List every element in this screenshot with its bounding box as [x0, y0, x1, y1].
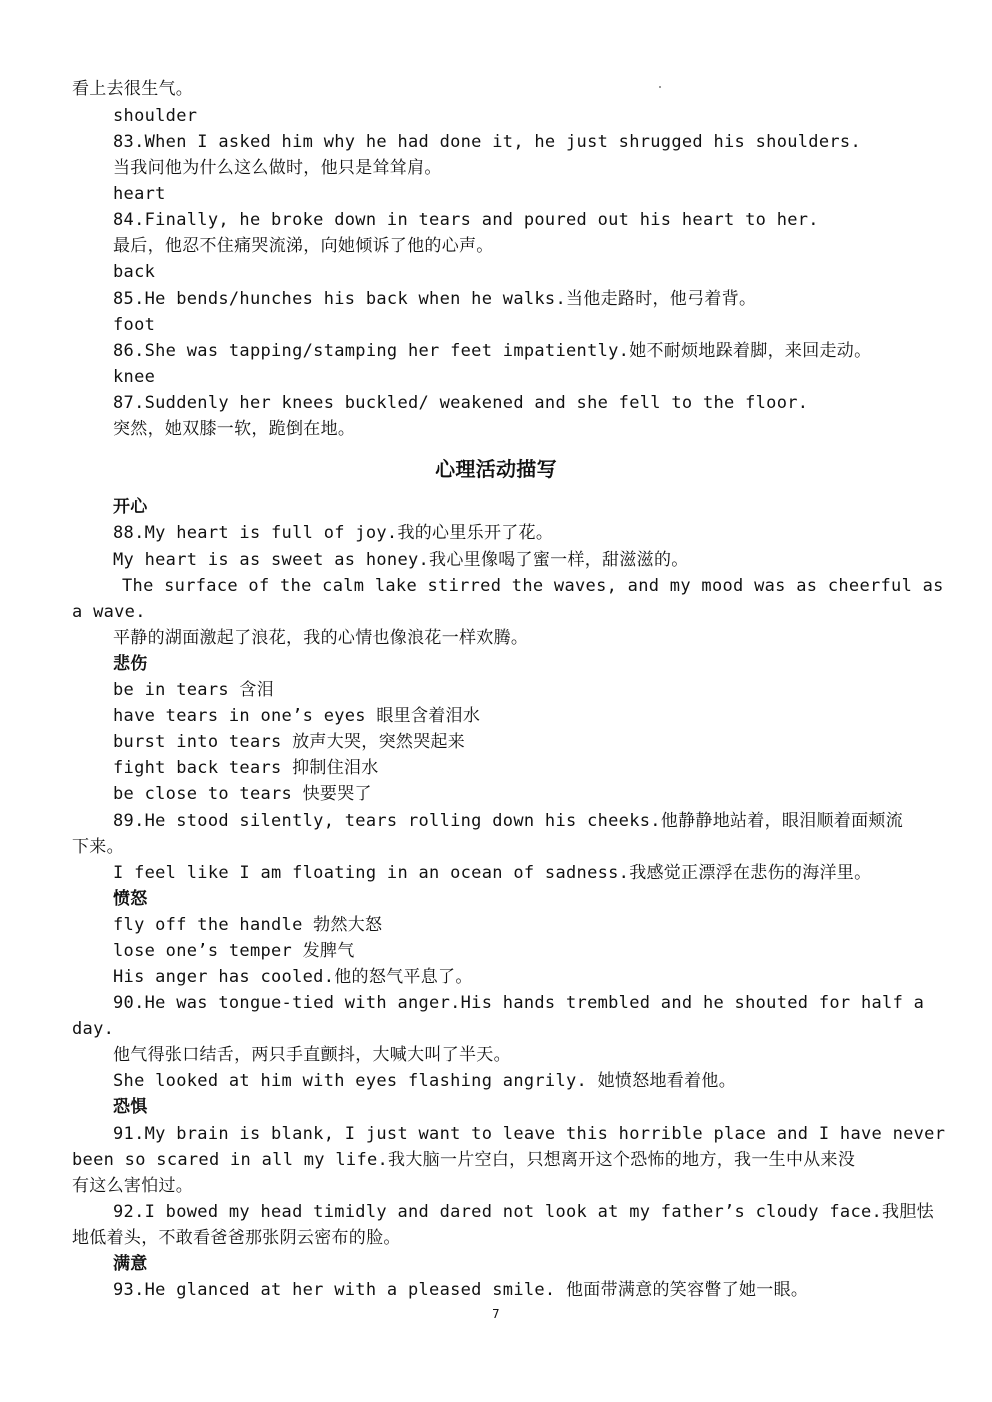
- phrase-line: lose one’s temper 发脾气: [113, 941, 355, 961]
- phrase-line: fight back tears 抑制住泪水: [113, 758, 379, 778]
- term-heading: knee: [113, 367, 156, 387]
- example-line: His anger has cooled.他的怒气平息了。: [113, 967, 473, 987]
- category-heading: 悲伤: [113, 654, 148, 674]
- example-line: 83.When I asked him why he had done it, he just shrugged his shoulders.: [113, 132, 861, 152]
- text-line: 看上去很生气。: [72, 79, 194, 99]
- example-line: 91.My brain is blank, I just want to leave this horrible place and I have never: [113, 1124, 946, 1144]
- category-heading: 满意: [113, 1254, 148, 1274]
- example-line: day.: [72, 1019, 115, 1039]
- translation-line: 突然，她双膝一软，跪倒在地。: [113, 419, 356, 439]
- term-heading: foot: [113, 315, 156, 335]
- example-line: 下来。: [72, 837, 124, 857]
- translation-line: 当我问他为什么这么做时，他只是耸耸肩。: [113, 158, 442, 178]
- example-line: I feel like I am floating in an ocean of sadness.我感觉正漂浮在悲伤的海洋里。: [113, 863, 872, 883]
- example-line: She looked at him with eyes flashing angrily. 她愤怒地看着他。: [113, 1071, 737, 1091]
- example-line: a wave.: [72, 602, 146, 622]
- example-line: 90.He was tongue-tied with anger.His hands trembled and he shouted for half a: [113, 993, 925, 1013]
- translation-line: 最后，他忍不住痛哭流涕，向她倾诉了他的心声。: [113, 236, 494, 256]
- example-line: 86.She was tapping/stamping her feet impatiently.她不耐烦地跺着脚，来回走动。: [113, 341, 872, 361]
- phrase-line: burst into tears 放声大哭，突然哭起来: [113, 732, 466, 752]
- category-heading: 愤怒: [113, 889, 148, 909]
- example-line: been so scared in all my life.我大脑一片空白，只想离开这个恐怖的地方，我一生中从来没: [72, 1150, 856, 1170]
- term-heading: heart: [113, 184, 166, 204]
- example-line: 92.I bowed my head timidly and dared not look at my father’s cloudy face.我胆怯: [113, 1202, 934, 1222]
- example-line: 地低着头，不敢看爸爸那张阴云密布的脸。: [72, 1228, 401, 1248]
- section-title: 心理活动描写: [435, 457, 557, 481]
- scan-speck: [659, 86, 661, 88]
- example-line: 84.Finally, he broke down in tears and poured out his heart to her.: [113, 210, 819, 230]
- example-line: 87.Suddenly her knees buckled/ weakened and she fell to the floor.: [113, 393, 809, 413]
- example-line: 88.My heart is full of joy.我的心里乐开了花。: [113, 523, 554, 543]
- term-heading: back: [113, 262, 156, 282]
- example-line: The surface of the calm lake stirred the waves, and my mood was as cheerful as: [122, 576, 944, 596]
- example-line: My heart is as sweet as honey.我心里像喝了蜜一样，甜滋滋的。: [113, 550, 689, 570]
- phrase-line: be close to tears 快要哭了: [113, 784, 372, 804]
- page-number: 7: [492, 1307, 500, 1321]
- example-line: 有这么害怕过。: [72, 1176, 194, 1196]
- example-line: 93.He glanced at her with a pleased smile. 他面带满意的笑容瞥了她一眼。: [113, 1280, 809, 1300]
- phrase-line: be in tears 含泪: [113, 680, 275, 700]
- phrase-line: have tears in one’s eyes 眼里含着泪水: [113, 706, 481, 726]
- category-heading: 恐惧: [113, 1097, 148, 1117]
- term-heading: shoulder: [113, 106, 198, 126]
- phrase-line: fly off the handle 勃然大怒: [113, 915, 383, 935]
- translation-line: 平静的湖面激起了浪花，我的心情也像浪花一样欢腾。: [113, 628, 529, 648]
- example-line: 85.He bends/hunches his back when he walks.当他走路时，他弓着背。: [113, 289, 757, 309]
- translation-line: 他气得张口结舌，两只手直颤抖，大喊大叫了半天。: [113, 1045, 511, 1065]
- category-heading: 开心: [113, 497, 148, 517]
- example-line: 89.He stood silently, tears rolling down his cheeks.他静静地站着，眼泪顺着面颊流: [113, 811, 904, 831]
